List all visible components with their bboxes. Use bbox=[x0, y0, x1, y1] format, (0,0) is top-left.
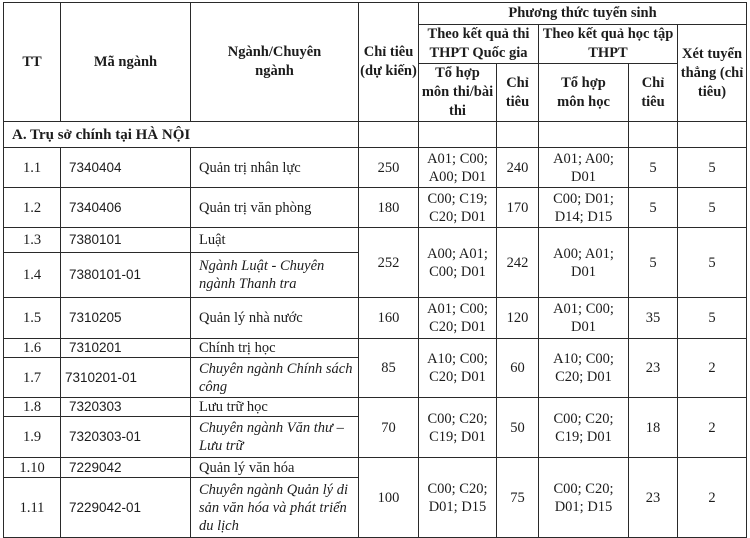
row-ct-thi: 120 bbox=[497, 298, 539, 339]
row-ten: Luật bbox=[191, 228, 359, 253]
row-ma: 7340406 bbox=[61, 188, 191, 228]
row-ma: 7310201 bbox=[61, 339, 191, 358]
section-title: A. Trụ sở chính tại HÀ NỘI bbox=[4, 122, 359, 148]
row-ct-hoc: 5 bbox=[629, 188, 678, 228]
row-ma: 7340404 bbox=[61, 148, 191, 188]
row-tt: 1.6 bbox=[4, 339, 61, 358]
row-to-hop-thi: A00; A01; C00; D01 bbox=[419, 228, 497, 298]
row-chi-tieu: 100 bbox=[359, 458, 419, 538]
row-ten: Chuyên ngành Chính sách công bbox=[191, 358, 359, 398]
row-to-hop-hoc: A01; C00; D01 bbox=[539, 298, 629, 339]
row-ct-thi: 242 bbox=[497, 228, 539, 298]
row-ma: 7320303 bbox=[61, 398, 191, 417]
header-chi-tieu-hoc: Chỉ tiêu bbox=[629, 64, 678, 122]
row-xet-tuyen: 5 bbox=[678, 228, 747, 298]
table-row bbox=[4, 339, 747, 358]
row-to-hop-hoc: C00; D01; D14; D15 bbox=[539, 188, 629, 228]
row-to-hop-hoc: A10; C00; C20; D01 bbox=[539, 339, 629, 398]
row-xet-tuyen: 2 bbox=[678, 458, 747, 538]
table-row bbox=[4, 228, 747, 253]
row-ct-hoc: 5 bbox=[629, 228, 678, 298]
row-ct-hoc: 23 bbox=[629, 339, 678, 398]
row-ten: Ngành Luật - Chuyên ngành Thanh tra bbox=[191, 253, 359, 298]
row-chi-tieu: 180 bbox=[359, 188, 419, 228]
row-ct-thi: 240 bbox=[497, 148, 539, 188]
row-to-hop-thi: A01; C00; A00; D01 bbox=[419, 148, 497, 188]
table-row bbox=[4, 148, 747, 188]
header-phuong-thuc: Phương thức tuyển sinh bbox=[419, 3, 747, 25]
row-ma: 7320303-01 bbox=[61, 417, 191, 458]
header-to-hop-hoc: Tổ hợp môn học bbox=[539, 64, 629, 122]
table-row bbox=[4, 398, 747, 417]
header-theo-hoc: Theo kết quả học tập THPT bbox=[539, 25, 678, 64]
row-ma: 7229042 bbox=[61, 458, 191, 478]
row-ten: Lưu trữ học bbox=[191, 398, 359, 417]
header-nganh: Ngành/Chuyên ngành bbox=[191, 3, 359, 122]
table-row bbox=[4, 458, 747, 478]
row-ct-hoc: 35 bbox=[629, 298, 678, 339]
row-tt: 1.11 bbox=[4, 478, 61, 538]
row-tt: 1.9 bbox=[4, 417, 61, 458]
row-ma: 7380101-01 bbox=[61, 253, 191, 298]
row-ct-thi: 50 bbox=[497, 398, 539, 458]
row-to-hop-hoc: C00; C20; D01; D15 bbox=[539, 458, 629, 538]
header-chi-tieu: Chỉ tiêu (dự kiến) bbox=[359, 3, 419, 122]
row-chi-tieu: 70 bbox=[359, 398, 419, 458]
row-xet-tuyen: 2 bbox=[678, 398, 747, 458]
row-to-hop-thi: C00; C20; D01; D15 bbox=[419, 458, 497, 538]
row-to-hop-hoc: C00; C20; C19; D01 bbox=[539, 398, 629, 458]
row-ma: 7310201-01 bbox=[61, 358, 191, 398]
row-xet-tuyen: 5 bbox=[678, 298, 747, 339]
row-chi-tieu: 250 bbox=[359, 148, 419, 188]
header-theo-thi: Theo kết quả thi THPT Quốc gia bbox=[419, 25, 539, 64]
admission-quota-table bbox=[3, 2, 747, 538]
row-ct-thi: 75 bbox=[497, 458, 539, 538]
header-chi-tieu-thi: Chỉ tiêu bbox=[497, 64, 539, 122]
row-ten: Quản trị nhân lực bbox=[191, 148, 359, 188]
row-ma: 7380101 bbox=[61, 228, 191, 253]
row-tt: 1.5 bbox=[4, 298, 61, 339]
row-xet-tuyen: 5 bbox=[678, 148, 747, 188]
row-xet-tuyen: 2 bbox=[678, 339, 747, 398]
header-xet-tuyen: Xét tuyển thẳng (chỉ tiêu) bbox=[678, 25, 747, 122]
row-to-hop-hoc: A01; A00; D01 bbox=[539, 148, 629, 188]
row-chi-tieu: 160 bbox=[359, 298, 419, 339]
row-tt: 1.3 bbox=[4, 228, 61, 253]
row-ct-hoc: 5 bbox=[629, 148, 678, 188]
row-ten: Quản lý nhà nước bbox=[191, 298, 359, 339]
row-tt: 1.4 bbox=[4, 253, 61, 298]
header-to-hop-thi: Tổ hợp môn thi/bài thi bbox=[419, 64, 497, 122]
row-to-hop-thi: A01; C00; C20; D01 bbox=[419, 298, 497, 339]
row-chi-tieu: 85 bbox=[359, 339, 419, 398]
row-tt: 1.8 bbox=[4, 398, 61, 417]
row-ma: 7310205 bbox=[61, 298, 191, 339]
header-ma-nganh: Mã ngành bbox=[61, 3, 191, 122]
row-tt: 1.2 bbox=[4, 188, 61, 228]
row-chi-tieu: 252 bbox=[359, 228, 419, 298]
row-tt: 1.7 bbox=[4, 358, 61, 398]
row-ten: Quản lý văn hóa bbox=[191, 458, 359, 478]
header-tt: TT bbox=[4, 3, 61, 122]
row-to-hop-thi: C00; C19; C20; D01 bbox=[419, 188, 497, 228]
row-ct-hoc: 23 bbox=[629, 458, 678, 538]
row-ma: 7229042-01 bbox=[61, 478, 191, 538]
row-ten: Chuyên ngành Quản lý di sản văn hóa và phát triển du lịch bbox=[191, 478, 359, 538]
row-ct-thi: 170 bbox=[497, 188, 539, 228]
row-xet-tuyen: 5 bbox=[678, 188, 747, 228]
row-ct-thi: 60 bbox=[497, 339, 539, 398]
row-to-hop-thi: A10; C00; C20; D01 bbox=[419, 339, 497, 398]
table-row bbox=[4, 298, 747, 339]
row-ct-hoc: 18 bbox=[629, 398, 678, 458]
row-ten: Quản trị văn phòng bbox=[191, 188, 359, 228]
section-row bbox=[4, 122, 747, 148]
row-ten: Chuyên ngành Văn thư – Lưu trữ bbox=[191, 417, 359, 458]
table-row bbox=[4, 188, 747, 228]
row-tt: 1.1 bbox=[4, 148, 61, 188]
row-to-hop-thi: C00; C20; C19; D01 bbox=[419, 398, 497, 458]
row-to-hop-hoc: A00; A01; D01 bbox=[539, 228, 629, 298]
row-ten: Chính trị học bbox=[191, 339, 359, 358]
row-tt: 1.10 bbox=[4, 458, 61, 478]
